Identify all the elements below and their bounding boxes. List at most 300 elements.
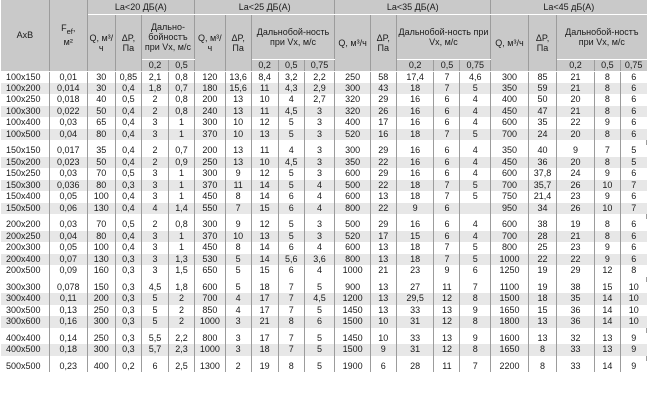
table-cell: 29,5	[396, 293, 434, 305]
table-cell: 6	[631, 71, 637, 82]
table-cell: 1600	[491, 333, 529, 345]
table-cell: 3	[304, 157, 335, 169]
header-velocity: 0,5	[594, 59, 620, 71]
table-cell: 14	[251, 180, 278, 192]
table-cell: 4,5	[278, 106, 304, 118]
table-cell: 9	[594, 254, 620, 266]
table-cell: 29	[370, 168, 396, 180]
table-cell: 800	[195, 333, 226, 345]
table-cell: 4	[460, 157, 491, 169]
table-cell: 7	[278, 282, 304, 294]
table-cell: 19	[528, 265, 556, 277]
header-throw: Дальнобой-ностъ при Vx, м/с	[557, 14, 647, 59]
table-cell: 130	[87, 254, 115, 266]
table-cell: 10	[225, 231, 251, 243]
table-cell: 2	[169, 316, 195, 328]
table-cell: 9	[460, 333, 491, 345]
table-cell: 33	[396, 305, 434, 317]
table-cell: 6	[278, 203, 304, 215]
header-free-area-sub: ef	[66, 27, 73, 37]
table-cell: 21	[557, 83, 595, 95]
table-cell: 18	[396, 242, 434, 254]
table-cell: 8	[594, 94, 620, 106]
table-cell: 2	[141, 94, 168, 106]
table-cell: 4	[278, 145, 304, 157]
table-row	[1, 242, 647, 254]
header-throw: Дальнобой-ность при Vx, м/с	[251, 14, 335, 59]
table-row	[1, 254, 647, 266]
table-cell: 22	[557, 254, 595, 266]
table-cell: 500	[335, 219, 370, 231]
table-header	[1, 0, 647, 71]
table-cell: 3	[304, 168, 335, 180]
table-cell: 3	[141, 180, 168, 192]
table-cell: 100	[87, 191, 115, 203]
table-cell: 240	[195, 106, 226, 118]
table-cell: 520	[335, 129, 370, 141]
table-cell: 20	[557, 157, 595, 169]
table-cell: 4	[460, 231, 491, 243]
table-cell: 800	[335, 254, 370, 266]
table-cell: 80	[87, 231, 115, 243]
table-cell: 10	[251, 94, 278, 106]
table-cell: 12	[251, 117, 278, 129]
performance-table	[1, 0, 647, 372]
table-cell: 3	[225, 333, 251, 345]
table-cell: 2200	[491, 361, 529, 373]
table-cell: 24	[528, 129, 556, 141]
table-cell: 16	[396, 94, 434, 106]
cell-size: 150x500	[1, 203, 49, 215]
table-cell: 13	[370, 282, 396, 294]
table-cell: 5	[304, 305, 335, 317]
cell-size: 400x500	[1, 344, 49, 356]
table-cell: 3	[141, 254, 168, 266]
table-cell: 4	[460, 145, 491, 157]
table-cell: 40	[528, 145, 556, 157]
table-cell: 16	[396, 117, 434, 129]
table-cell: 0,8	[169, 94, 195, 106]
header-velocity: 0,5	[169, 59, 195, 71]
table-cell: 3	[304, 129, 335, 141]
table-cell: 250	[87, 333, 115, 345]
table-cell: 0,8	[169, 106, 195, 118]
table-cell: 5,5	[141, 333, 168, 345]
table-cell: 150	[87, 282, 115, 294]
table-cell: 0,09	[49, 265, 87, 277]
table-row	[1, 168, 647, 180]
table-cell: 0,03	[49, 219, 87, 231]
table-cell: 180	[195, 83, 226, 95]
table-cell: 36	[528, 157, 556, 169]
table-cell: 4	[460, 168, 491, 180]
table-cell: 9	[557, 145, 595, 157]
table-cell: 9	[631, 360, 637, 371]
table-cell: 600	[335, 242, 370, 254]
table-cell: 5	[278, 231, 304, 243]
table-cell: 40	[87, 94, 115, 106]
table-cell: 1250	[491, 265, 529, 277]
table-cell: 8	[460, 344, 491, 356]
table-cell: 14	[594, 361, 620, 373]
table-cell: 6	[631, 191, 637, 202]
table-cell: 9	[594, 191, 620, 203]
header-flow: Q, м³/ч	[87, 14, 115, 71]
table-cell: 26	[370, 106, 396, 118]
table-cell: 5	[460, 242, 491, 254]
table-cell: 130	[87, 203, 115, 215]
table-cell: 19	[557, 219, 595, 231]
table-cell: 7	[434, 254, 460, 266]
table-cell: 7	[278, 333, 304, 345]
table-cell: 0,036	[49, 180, 87, 192]
table-cell: 24	[557, 168, 595, 180]
table-cell: 6	[631, 219, 637, 230]
table-cell: 0,04	[49, 231, 87, 243]
table-cell: 450	[491, 157, 529, 169]
table-cell: 1450	[335, 305, 370, 317]
table-cell: 5	[304, 344, 335, 356]
table-cell: 18	[251, 344, 278, 356]
cell-size: 100x150	[1, 71, 49, 83]
table-cell: 1100	[491, 282, 529, 294]
header-free-area-symbol: F	[61, 23, 67, 34]
table-cell: 5	[460, 254, 491, 266]
table-cell: 600	[491, 168, 529, 180]
table-cell: 5	[225, 254, 251, 266]
table-cell: 0,9	[169, 157, 195, 169]
table-cell: 8	[460, 293, 491, 305]
table-cell: 1	[169, 242, 195, 254]
table-cell: 8	[594, 71, 620, 83]
table-cell: 4,5	[278, 157, 304, 169]
table-cell: 0,3	[115, 180, 141, 192]
table-cell: 9	[594, 117, 620, 129]
table-cell: 6	[631, 94, 637, 105]
header-flow: Q, м³/ч	[491, 14, 529, 71]
table-cell: 0,05	[49, 242, 87, 254]
table-cell: 6	[278, 242, 304, 254]
table-cell: 13	[370, 191, 396, 203]
table-cell: 0,018	[49, 94, 87, 106]
table-cell: 3	[141, 191, 168, 203]
table-cell: 5	[631, 145, 637, 156]
table-cell: 4	[225, 305, 251, 317]
table-cell: 58	[370, 71, 396, 83]
table-cell: 13	[251, 231, 278, 243]
table-cell: 65	[87, 117, 115, 129]
table-cell: 3	[304, 145, 335, 157]
table-cell: 5	[278, 168, 304, 180]
table-cell: 7	[434, 191, 460, 203]
table-cell: 600	[491, 219, 529, 231]
table-cell: 22	[557, 117, 595, 129]
table-cell: 13	[225, 94, 251, 106]
header-group-title: La<35 ДБ(A)	[335, 0, 491, 14]
table-cell: 36	[557, 305, 595, 317]
table-row	[1, 203, 647, 215]
table-cell: 11	[251, 145, 278, 157]
table-cell: 11	[251, 83, 278, 95]
table-cell: 370	[195, 129, 226, 141]
table-cell: 22	[528, 254, 556, 266]
table-cell: 10	[225, 117, 251, 129]
table-cell: 15	[528, 305, 556, 317]
table-cell: 17	[251, 293, 278, 305]
cell-size: 200x500	[1, 265, 49, 277]
table-cell: 400	[87, 361, 115, 373]
header-velocity: 0,2	[141, 59, 168, 71]
table-cell: 10	[251, 157, 278, 169]
table-cell: 450	[491, 106, 529, 118]
table-cell: 7	[278, 305, 304, 317]
table-cell: 14	[251, 254, 278, 266]
table-cell: 8	[528, 344, 556, 356]
table-cell: 3,2	[278, 71, 304, 83]
table-cell: 5	[620, 157, 646, 169]
cell-size: 400x400	[1, 333, 49, 345]
table-cell: 0,16	[49, 316, 87, 328]
table-cell: 9	[594, 168, 620, 180]
table-cell: 200	[195, 145, 226, 157]
table-cell: 1	[169, 117, 195, 129]
table-cell: 1650	[491, 305, 529, 317]
table-row	[1, 145, 647, 157]
cell-size: 100x400	[1, 117, 49, 129]
table-cell: 0,23	[49, 361, 87, 373]
table-cell: 12	[434, 344, 460, 356]
table-row	[1, 282, 647, 294]
table-cell: 7	[225, 203, 251, 215]
table-cell: 600	[335, 168, 370, 180]
table-cell: 450	[195, 242, 226, 254]
table-cell: 0,14	[49, 333, 87, 345]
table-cell: 8	[225, 242, 251, 254]
table-cell: 2,2	[304, 71, 335, 83]
table-cell: 5	[225, 265, 251, 277]
table-cell: 3	[304, 106, 335, 118]
table-cell: 17,4	[396, 71, 434, 83]
table-cell: 29	[557, 265, 595, 277]
table-cell: 25	[528, 242, 556, 254]
table-cell: 6	[631, 242, 637, 253]
table-cell: 30	[87, 83, 115, 95]
table-cell: 8	[278, 361, 304, 373]
table-cell: 15	[251, 265, 278, 277]
table-cell: 0,03	[49, 168, 87, 180]
table-cell: 8	[528, 361, 556, 373]
table-cell: 0,01	[49, 71, 87, 83]
table-cell: 18	[396, 180, 434, 192]
table-cell: 6	[620, 254, 646, 266]
table-cell: 23	[557, 242, 595, 254]
table-cell: 11	[225, 180, 251, 192]
table-cell: 13	[594, 344, 620, 356]
table-cell: 9	[225, 168, 251, 180]
table-cell: 550	[195, 203, 226, 215]
cell-size: 300x500	[1, 305, 49, 317]
cell-size: 200x250	[1, 231, 49, 243]
table-cell: 3	[141, 168, 168, 180]
table-cell: 500	[335, 180, 370, 192]
table-cell: 7	[460, 282, 491, 294]
table-cell: 8	[594, 219, 620, 231]
table-cell: 20	[557, 129, 595, 141]
table-cell: 22	[370, 203, 396, 215]
table-cell: 1,3	[169, 254, 195, 266]
table-cell: 400	[491, 94, 529, 106]
table-cell: 4	[460, 117, 491, 129]
table-cell: 3	[141, 117, 168, 129]
table-cell: 10	[594, 180, 620, 192]
table-cell: 2	[141, 145, 168, 157]
table-cell: 600	[491, 117, 529, 129]
table-cell: 7	[434, 180, 460, 192]
table-cell: 22	[370, 157, 396, 169]
table-cell: 0,4	[115, 157, 141, 169]
table-cell: 6	[631, 117, 637, 128]
table-cell: 16	[396, 219, 434, 231]
table-cell: 33	[396, 333, 434, 345]
header-velocity: 0,2	[251, 59, 278, 71]
table-cell: 35	[528, 117, 556, 129]
table-cell: 350	[491, 145, 529, 157]
table-cell: 750	[491, 191, 529, 203]
table-cell: 10	[628, 281, 639, 292]
table-cell: 16	[370, 129, 396, 141]
cell-size: 200x200	[1, 219, 49, 231]
table-cell: 0,8	[169, 219, 195, 231]
table-cell: 5	[278, 219, 304, 231]
header-pressure: ΔP, Па	[370, 14, 396, 71]
cell-size: 150x300	[1, 180, 49, 192]
table-cell: 20	[557, 94, 595, 106]
table-cell: 8	[594, 129, 620, 141]
table-cell: 4	[304, 203, 335, 215]
table-cell: 1300	[195, 361, 226, 373]
table-cell: 8	[594, 231, 620, 243]
table-cell: 0,3	[115, 305, 141, 317]
table-cell: 12	[594, 265, 620, 277]
table-cell: 250	[87, 305, 115, 317]
table-cell: 0,03	[49, 117, 87, 129]
table-cell: 900	[335, 282, 370, 294]
table-cell: 300	[87, 316, 115, 328]
table-cell: 6	[434, 145, 460, 157]
table-cell: 80	[87, 180, 115, 192]
table-cell: 16	[396, 168, 434, 180]
cell-size: 300x400	[1, 293, 49, 305]
table-cell: 1450	[335, 333, 370, 345]
table-cell: 13	[225, 145, 251, 157]
table-cell: 0,4	[115, 117, 141, 129]
table-cell: 3	[225, 316, 251, 328]
table-cell: 1900	[335, 361, 370, 373]
header-flow: Q, м³/ч	[335, 14, 370, 71]
table-row	[1, 305, 647, 317]
table-cell: 1000	[195, 316, 226, 328]
cell-size: 100x250	[1, 94, 49, 106]
table-cell: 0,3	[115, 293, 141, 305]
table-cell: 0,4	[115, 106, 141, 118]
header-free-area: $F_{ef}$, м²	[49, 0, 87, 71]
table-cell: 9	[225, 219, 251, 231]
table-cell: 300	[195, 117, 226, 129]
table-cell: 37,8	[528, 168, 556, 180]
table-cell: 13	[251, 129, 278, 141]
table-cell: 950	[491, 203, 529, 215]
table-cell: 47	[528, 106, 556, 118]
table-row	[1, 265, 647, 277]
table-cell: 50	[528, 94, 556, 106]
table-cell: 9	[631, 332, 637, 343]
table-cell: 30	[87, 71, 115, 83]
table-cell: 27	[396, 282, 434, 294]
header-velocity: 0,2	[396, 59, 434, 71]
cell-size: 300x300	[1, 282, 49, 294]
table-cell: 0,017	[49, 145, 87, 157]
table-cell: 38	[528, 219, 556, 231]
table-cell: 600	[195, 282, 226, 294]
table-cell: 320	[335, 94, 370, 106]
table-cell: 370	[195, 180, 226, 192]
table-cell: 350	[491, 83, 529, 95]
table-cell: 200	[195, 94, 226, 106]
table-cell: 16	[396, 145, 434, 157]
table-cell: 6	[631, 168, 637, 179]
table-cell: 28	[396, 361, 434, 373]
table-cell: 5	[460, 83, 491, 95]
table-row	[1, 71, 647, 83]
table-cell: 13	[528, 333, 556, 345]
table-row	[1, 293, 647, 305]
cell-size: 200x400	[1, 254, 49, 266]
table-cell: 8,4	[251, 71, 278, 83]
table-cell: 12	[434, 316, 460, 328]
table-cell: 50	[87, 106, 115, 118]
table-cell: 17	[251, 305, 278, 317]
table-cell: 13	[225, 157, 251, 169]
table-cell: 3	[141, 231, 168, 243]
table-cell: 5	[304, 282, 335, 294]
table-cell: 19	[251, 361, 278, 373]
table-cell: 2	[225, 361, 251, 373]
table-cell: 0,3	[115, 333, 141, 345]
cell-size: 150x250	[1, 168, 49, 180]
table-cell: 31	[396, 316, 434, 328]
table-body	[1, 71, 647, 372]
table-cell: 1,4	[169, 203, 195, 215]
table-cell: 1500	[335, 316, 370, 328]
table-cell: 300	[491, 71, 529, 83]
table-cell: 0,3	[115, 254, 141, 266]
table-cell: 38	[557, 282, 595, 294]
table-cell: 0,2	[115, 361, 141, 373]
table-cell: 700	[195, 293, 226, 305]
header-pressure: ΔP, Па	[225, 14, 251, 71]
table-cell: 9	[396, 203, 434, 215]
table-cell: 7	[434, 242, 460, 254]
table-cell: 18	[396, 83, 434, 95]
table-cell: 700	[491, 231, 529, 243]
table-row	[1, 129, 647, 141]
table-cell: 5	[278, 180, 304, 192]
table-row	[1, 83, 647, 95]
table-cell: 3	[304, 231, 335, 243]
table-cell: 0,023	[49, 157, 87, 169]
table-cell: 6	[141, 361, 168, 373]
table-cell: 5	[460, 129, 491, 141]
